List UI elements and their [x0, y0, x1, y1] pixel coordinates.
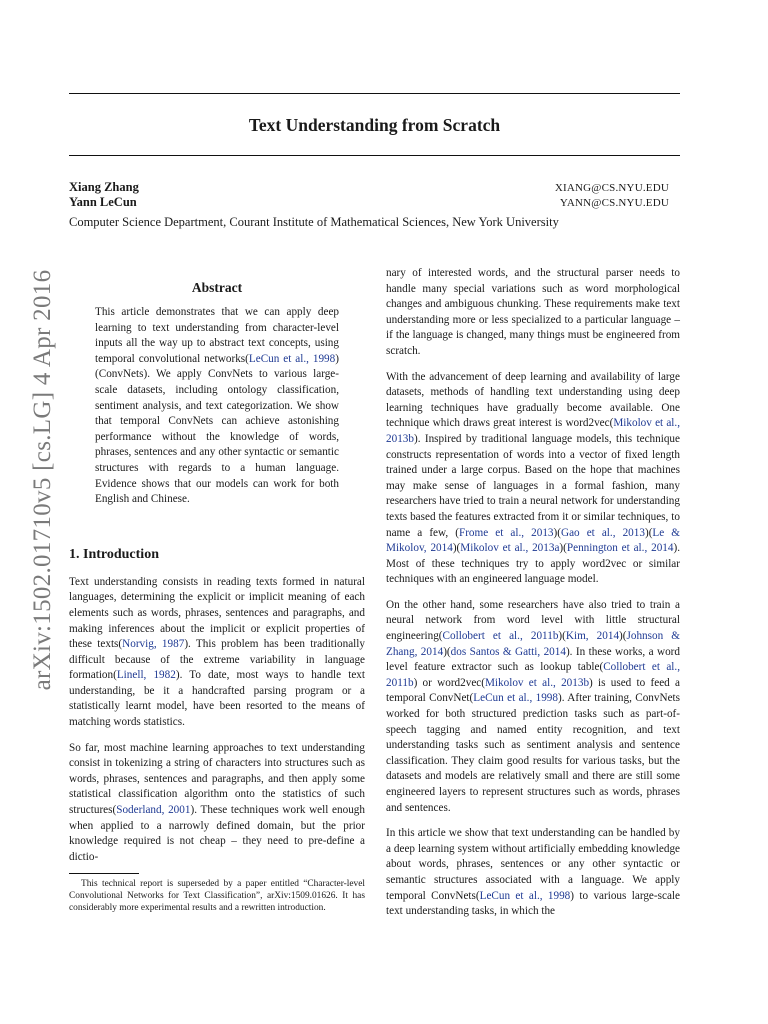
paragraph: So far, most machine learning approaches to text understanding consist in tokenizing a string of characters into structures such as words, phrases, sentences and paragraphs, and then apply some statistical classification algorithm onto the statistics of such structures(Soderland, 2001). These techniques work well enough when applied to a narrowly defined domain, but the prior knowledge required is not cheap – they need to pre-define a dictio- [69, 741, 365, 863]
citation-link[interactable]: LeCun et al., 1998 [248, 352, 336, 365]
paragraph: With the advancement of deep learning and availability of large datasets, methods of handling text understanding using deep learning techniques have gradually become available. One technique which draws great interest is word2vec(Mikolov et al., 2013b). Inspired by traditional language models, this technique constructs representation of words into a vector of fixed length trained under a large corpus. Based on the hope that machines may make sense of languages in a formal fashion, many researchers have tried to train a neural network for understanding texts based the features extracted from it or similar techniques, to name a few, (Frome et al., 2013)(Gao et al., 2013)(Le & Mikolov, 2014)(Mikolov et al., 2013a)(Pennington et al., 2014). Most of these techniques try to apply word2vec or similar techniques with an engineered language model. [386, 370, 681, 586]
paragraph: In this article we show that text understanding can be handled by a deep learning system without artificially embedding knowledge about words, phrases, sentences or any other syntactic or semantic structures associated with a language. We apply temporal ConvNets(LeCun et al., 1998) to various large-scale text understanding tasks, in which the [386, 827, 680, 918]
paragraph: nary of interested words, and the structural parser needs to handle many special variations such as word morphological changes and ambiguous chunking. These requirements make text understanding more or less specialized to a particular language – if the language is changed, many things must be engineered from scratch. [386, 267, 680, 357]
citation-link[interactable]: Gao et al., 2013 [560, 526, 645, 539]
citation-link[interactable]: Mikolov et al., 2013a [460, 542, 560, 555]
citation-link[interactable]: Mikolov et al., 2013b [386, 417, 681, 445]
right-column [386, 266, 680, 930]
citation-link[interactable]: dos Santos & Gatti, 2014 [450, 645, 566, 658]
paper-title: Text Understanding from Scratch [248, 115, 501, 135]
citation-link[interactable]: Soderland, 2001 [116, 804, 191, 817]
author-name: Xiang Zhang [69, 180, 139, 194]
title-rule-top [69, 93, 680, 94]
citation-link[interactable]: Kim, 2014 [565, 630, 620, 643]
citation-link[interactable]: Norvig, 1987 [122, 638, 185, 651]
citation-link[interactable]: Johnson & Zhang, 2014 [386, 630, 680, 658]
abstract-text: This article demonstrates that we can apply deep learning to text understanding from character-level inputs all the way up to abstract text concepts, using temporal convolutional networks(LeCun et al., 1998) (ConvNets). We apply ConvNets to various large-scale datasets, including ontology classification, sentiment analysis, and text categorization. We show that temporal ConvNets can achieve astonishing performance without the knowledge of words, phrases, sentences and any other syntactic or semantic structures with regards to a human language. Evidence shows that our models can work for both English and Chinese. [95, 306, 339, 506]
footnote: This technical report is superseded by a paper entitled “Character-level Convolutional Networks for Text Classification”, arXiv:1509.01626. It has considerably more experimental results and a rewritten introduction. [69, 879, 365, 914]
arxiv-stamp: arXiv:1502.01710v5 [cs.LG] 4 Apr 2016 [29, 269, 56, 691]
citation-link[interactable]: LeCun et al., 1998 [479, 889, 571, 902]
citation-link[interactable]: Mikolov et al., 2013b [484, 676, 590, 689]
section-heading: 1. Introduction [69, 546, 159, 562]
paragraph: Text understanding consists in reading texts formed in natural languages, determining the explicit or implicit meaning of each elements such as words, phrases, sentences and paragraphs, and making inferences about the implicit or explicit properties of these texts(Norvig, 1987). This problem has been traditionally difficult because of the extreme variability in language formation(Linell, 1982). To date, most ways to handle text understanding, be it a handcrafted parsing program or a statistically learnt model, have been resorted to the means of matching words statistics. [69, 575, 365, 729]
citation-link[interactable]: LeCun et al., 1998 [473, 692, 558, 705]
citation-link[interactable]: Pennington et al., 2014 [566, 542, 674, 555]
citation-link[interactable]: Le & Mikolov, 2014 [386, 526, 680, 555]
footnote-rule [69, 873, 139, 874]
title-rule-bottom [69, 155, 680, 156]
abstract-heading: Abstract [191, 280, 243, 295]
left-column [69, 280, 365, 875]
author-email: YANN@CS.NYU.EDU [559, 197, 669, 209]
citation-link[interactable]: Collobert et al., 2011b [442, 630, 559, 643]
paragraph: On the other hand, some researchers have also tried to train a neural network from word level with little structural engineering(Collobert et al., 2011b)(Kim, 2014)(Johnson & Zhang, 2014)(dos Santos & Gatti, 2014). In these works, a word level feature extractor such as lookup table(Collobert et al., 2011b) or word2vec(Mikolov et al., 2013b) is used to feed a temporal ConvNet(LeCun et al., 1998). After training, ConvNets worked for both structured prediction tasks such as part-of-speech tagging and named entity recognition, and text understanding tasks such as sentiment analysis and sentence classification. They claim good results for various tasks, but the datasets and models are relatively small and there are still some engineered layers to represent structures such as words, phrases and sentences. [386, 598, 680, 814]
author-name: Yann LeCun [69, 195, 137, 209]
author-email: XIANG@CS.NYU.EDU [554, 182, 669, 194]
citation-link[interactable]: Linell, 1982 [116, 669, 176, 682]
citation-link[interactable]: Frome et al., 2013 [458, 526, 554, 539]
affiliation: Computer Science Department, Courant Institute of Mathematical Sciences, New York University [69, 215, 559, 229]
citation-link[interactable]: Collobert et al., 2011b [386, 661, 680, 689]
